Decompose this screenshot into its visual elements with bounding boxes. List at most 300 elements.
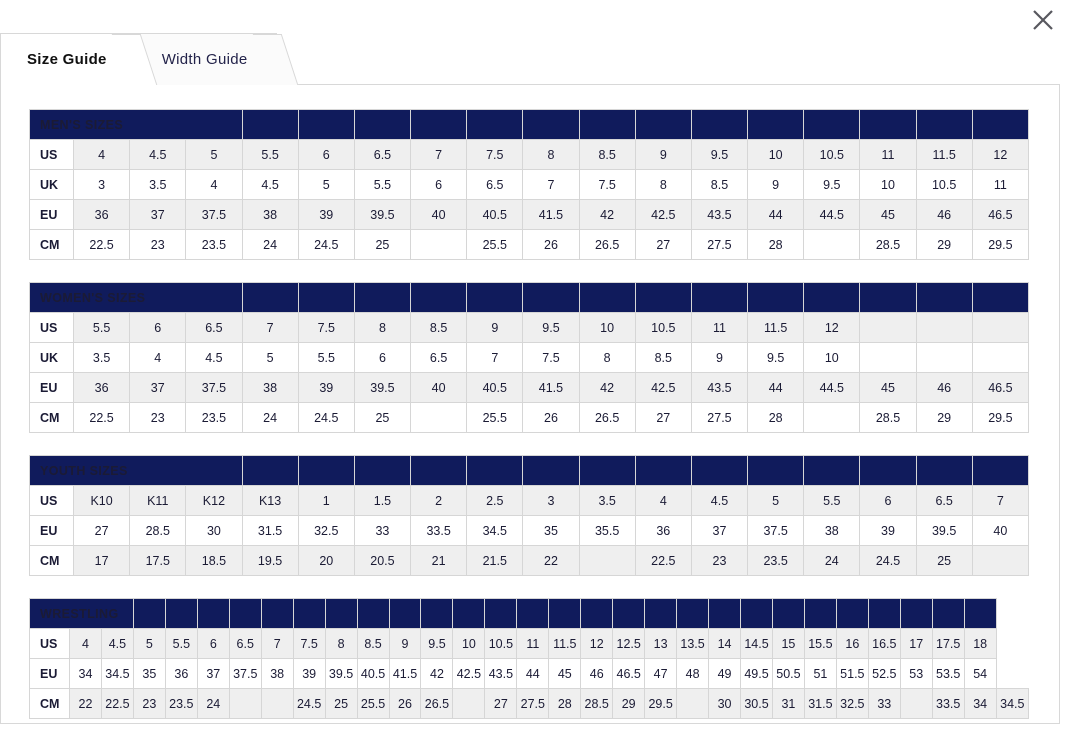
table-cell: 46 <box>916 200 972 230</box>
table-title: MEN'S SIZES <box>30 110 243 140</box>
table-cell: 21 <box>411 546 467 576</box>
table-header-cell <box>860 456 916 486</box>
table-header-cell <box>804 283 860 313</box>
table-row <box>30 403 1029 433</box>
table-cell: 19.5 <box>242 546 298 576</box>
table-header-cell <box>411 456 467 486</box>
table-header-cell <box>645 599 677 629</box>
table-cell: 46.5 <box>972 200 1028 230</box>
row-label: CM <box>30 403 74 433</box>
table-header-cell <box>354 456 410 486</box>
size-table <box>29 598 1029 719</box>
table-cell <box>900 689 932 719</box>
table-cell: 36 <box>635 516 691 546</box>
table-cell: 22 <box>523 546 579 576</box>
table-row <box>30 486 1029 516</box>
table-header-row <box>30 110 1029 140</box>
table-cell: 51.5 <box>836 659 868 689</box>
table-cell: 33.5 <box>932 689 964 719</box>
table-cell: 8 <box>635 170 691 200</box>
table-cell: 34.5 <box>467 516 523 546</box>
table-cell: 29 <box>613 689 645 719</box>
table-cell: 17 <box>74 546 130 576</box>
table-cell: 42.5 <box>453 659 485 689</box>
table-header-cell <box>579 110 635 140</box>
table-header-row <box>30 599 1029 629</box>
table-cell: 11 <box>860 140 916 170</box>
table-header-cell <box>242 283 298 313</box>
table-cell: 8.5 <box>411 313 467 343</box>
table-cell: 18 <box>964 629 996 659</box>
table-cell: 23 <box>130 230 186 260</box>
table-cell: 9.5 <box>748 343 804 373</box>
table-cell: 44 <box>748 200 804 230</box>
table-cell: 9 <box>691 343 747 373</box>
table-header-cell <box>613 599 645 629</box>
table-cell: 11 <box>972 170 1028 200</box>
table-cell: 15 <box>772 629 804 659</box>
table-cell: 8.5 <box>579 140 635 170</box>
table-cell: 53 <box>900 659 932 689</box>
table-header-row <box>30 456 1029 486</box>
table-cell: 37 <box>130 373 186 403</box>
table-cell: 36 <box>165 659 197 689</box>
table-cell: 25 <box>354 230 410 260</box>
table-header-cell <box>411 283 467 313</box>
table-cell: 5.5 <box>804 486 860 516</box>
table-row <box>30 516 1029 546</box>
table-cell: 3 <box>523 486 579 516</box>
table-header-cell <box>298 110 354 140</box>
table-cell: K13 <box>242 486 298 516</box>
table-cell: 2 <box>411 486 467 516</box>
table-cell: 16 <box>836 629 868 659</box>
table-cell: 28 <box>748 403 804 433</box>
table-header-cell <box>748 110 804 140</box>
table-cell: 43.5 <box>485 659 517 689</box>
table-cell: 3.5 <box>579 486 635 516</box>
table-cell: 30 <box>186 516 242 546</box>
table-cell: 5.5 <box>298 343 354 373</box>
table-row <box>30 343 1029 373</box>
table-cell: 49.5 <box>741 659 773 689</box>
table-cell: 45 <box>860 373 916 403</box>
table-cell: 29 <box>916 230 972 260</box>
table-header-cell <box>677 599 709 629</box>
table-cell: 7.5 <box>467 140 523 170</box>
table-header-cell <box>357 599 389 629</box>
table-cell: 34 <box>964 689 996 719</box>
table-cell: 40.5 <box>357 659 389 689</box>
table-cell: 6 <box>130 313 186 343</box>
table-cell: 10 <box>579 313 635 343</box>
table-cell: 5.5 <box>354 170 410 200</box>
table-header-cell <box>467 283 523 313</box>
table-header-cell <box>165 599 197 629</box>
table-cell: 25.5 <box>467 230 523 260</box>
table-header-cell <box>485 599 517 629</box>
table-cell: 6.5 <box>229 629 261 659</box>
table-cell: 46.5 <box>972 373 1028 403</box>
table-cell: 6 <box>197 629 229 659</box>
table-cell: 10.5 <box>635 313 691 343</box>
table-cell: 37.5 <box>229 659 261 689</box>
table-header-cell <box>517 599 549 629</box>
table-cell: 22.5 <box>635 546 691 576</box>
table-cell <box>229 689 261 719</box>
table-cell <box>804 403 860 433</box>
table-cell: 5.5 <box>74 313 130 343</box>
row-label: CM <box>30 230 74 260</box>
table-header-cell <box>836 599 868 629</box>
table-cell: 41.5 <box>389 659 421 689</box>
table-cell: 12 <box>972 140 1028 170</box>
table-header-row <box>30 283 1029 313</box>
table-header-cell <box>242 456 298 486</box>
table-cell: 3.5 <box>74 343 130 373</box>
table-cell: 6 <box>298 140 354 170</box>
table-cell: 39 <box>293 659 325 689</box>
table-cell: 37.5 <box>748 516 804 546</box>
table-cell: 54 <box>964 659 996 689</box>
table-cell: 36 <box>74 200 130 230</box>
table-cell: 1.5 <box>354 486 410 516</box>
table-cell: 11 <box>691 313 747 343</box>
row-label: EU <box>30 373 74 403</box>
table-cell: 13 <box>645 629 677 659</box>
table-cell: 10 <box>860 170 916 200</box>
table-cell: 7 <box>242 313 298 343</box>
table-cell: 37 <box>691 516 747 546</box>
row-label: US <box>30 313 74 343</box>
table-cell: 29.5 <box>972 230 1028 260</box>
table-header-cell <box>411 110 467 140</box>
table-header-cell <box>972 456 1028 486</box>
table-cell: 45 <box>860 200 916 230</box>
table-cell: 17 <box>900 629 932 659</box>
table-header-cell <box>197 599 229 629</box>
table-cell: 28.5 <box>860 230 916 260</box>
table-cell: 29.5 <box>972 403 1028 433</box>
table-cell: 25 <box>325 689 357 719</box>
table-header-cell <box>635 110 691 140</box>
table-cell: 42 <box>579 200 635 230</box>
table-cell: 52.5 <box>868 659 900 689</box>
table-cell: 28 <box>748 230 804 260</box>
table-cell: 9 <box>389 629 421 659</box>
table-cell: 26.5 <box>579 230 635 260</box>
table-header-cell <box>635 283 691 313</box>
table-header-cell <box>467 110 523 140</box>
table-cell: 27 <box>485 689 517 719</box>
table-cell: 10 <box>748 140 804 170</box>
table-cell: 46.5 <box>613 659 645 689</box>
table-cell: 12 <box>804 313 860 343</box>
table-cell <box>860 343 916 373</box>
table-header-cell <box>916 456 972 486</box>
table-cell: 6.5 <box>354 140 410 170</box>
table-cell: 34.5 <box>101 659 133 689</box>
table-cell: 26 <box>523 403 579 433</box>
table-cell: 23 <box>133 689 165 719</box>
table-cell: 12 <box>581 629 613 659</box>
table-cell: 44 <box>748 373 804 403</box>
table-cell: 27.5 <box>517 689 549 719</box>
table-cell <box>579 546 635 576</box>
table-cell: 7.5 <box>298 313 354 343</box>
table-cell: 39 <box>298 200 354 230</box>
table-header-cell <box>868 599 900 629</box>
table-cell: 26 <box>389 689 421 719</box>
table-cell: 23.5 <box>748 546 804 576</box>
table-cell: 48 <box>677 659 709 689</box>
table-cell: 35 <box>133 659 165 689</box>
table-cell: 40 <box>972 516 1028 546</box>
table-cell: 8 <box>523 140 579 170</box>
table-cell: 18.5 <box>186 546 242 576</box>
table-row <box>30 546 1029 576</box>
table-cell: 33 <box>868 689 900 719</box>
table-cell: K12 <box>186 486 242 516</box>
table-row <box>30 170 1029 200</box>
table-cell: 27 <box>635 230 691 260</box>
table-cell <box>453 689 485 719</box>
tab-width-guide[interactable] <box>135 33 277 85</box>
table-cell: 37 <box>130 200 186 230</box>
table-cell: 4.5 <box>242 170 298 200</box>
table-header-cell <box>261 599 293 629</box>
table-cell: 27.5 <box>691 230 747 260</box>
table-cell: 25.5 <box>357 689 389 719</box>
table-cell: 11.5 <box>549 629 581 659</box>
table-cell: 7 <box>411 140 467 170</box>
table-cell: 7.5 <box>579 170 635 200</box>
table-header-cell <box>804 456 860 486</box>
table-cell: 4.5 <box>101 629 133 659</box>
table-cell: K11 <box>130 486 186 516</box>
table-header-cell <box>298 456 354 486</box>
table-header-cell <box>972 283 1028 313</box>
table-cell: 14 <box>709 629 741 659</box>
table-cell: 42 <box>421 659 453 689</box>
table-cell: 39.5 <box>325 659 357 689</box>
table-cell: 7.5 <box>523 343 579 373</box>
table-cell: 38 <box>242 373 298 403</box>
table-header-cell <box>772 599 804 629</box>
table-cell: 28.5 <box>130 516 186 546</box>
table-cell: 46 <box>581 659 613 689</box>
table-header-cell <box>229 599 261 629</box>
table-cell <box>804 230 860 260</box>
table-cell: 37.5 <box>186 373 242 403</box>
table-cell: 25.5 <box>467 403 523 433</box>
table-header-cell <box>932 599 964 629</box>
table-cell: 46 <box>916 373 972 403</box>
table-cell: 5 <box>186 140 242 170</box>
table-cell: 40 <box>411 373 467 403</box>
table-cell: 23.5 <box>186 230 242 260</box>
table-header-cell <box>579 456 635 486</box>
table-header-cell <box>453 599 485 629</box>
table-cell: 7 <box>523 170 579 200</box>
row-label: UK <box>30 170 74 200</box>
table-cell <box>261 689 293 719</box>
table-cell: 1 <box>298 486 354 516</box>
table-cell: 22.5 <box>74 403 130 433</box>
table-cell: 8.5 <box>357 629 389 659</box>
table-cell <box>411 230 467 260</box>
table-cell: 4.5 <box>130 140 186 170</box>
table-cell: 23.5 <box>186 403 242 433</box>
table-cell: 5.5 <box>165 629 197 659</box>
table-row <box>30 230 1029 260</box>
table-cell: 15.5 <box>804 629 836 659</box>
table-cell: 6 <box>860 486 916 516</box>
table-cell: 38 <box>804 516 860 546</box>
table-row <box>30 200 1029 230</box>
table-cell: 35.5 <box>579 516 635 546</box>
table-cell: 36 <box>74 373 130 403</box>
table-cell <box>860 313 916 343</box>
table-cell: 24.5 <box>860 546 916 576</box>
tab-width-guide-label: Width Guide <box>161 51 248 68</box>
table-cell: 50.5 <box>772 659 804 689</box>
table-cell: 40.5 <box>467 200 523 230</box>
table-cell: 5 <box>298 170 354 200</box>
table-cell: 30 <box>709 689 741 719</box>
table-cell: 10.5 <box>485 629 517 659</box>
table-cell: 38 <box>242 200 298 230</box>
table-cell: 34.5 <box>996 689 1028 719</box>
table-header-cell <box>581 599 613 629</box>
table-title: WRESTLING <box>30 599 134 629</box>
table-header-cell <box>709 599 741 629</box>
table-cell: 24.5 <box>298 403 354 433</box>
table-cell: 24 <box>804 546 860 576</box>
table-cell: 31.5 <box>804 689 836 719</box>
table-cell: 6 <box>411 170 467 200</box>
table-cell: 11.5 <box>748 313 804 343</box>
table-cell <box>916 343 972 373</box>
table-cell: 9.5 <box>421 629 453 659</box>
table-cell: 17.5 <box>130 546 186 576</box>
table-cell: 8 <box>354 313 410 343</box>
table-cell: 40 <box>411 200 467 230</box>
table-cell: 4.5 <box>186 343 242 373</box>
table-header-cell <box>748 456 804 486</box>
table-header-cell <box>133 599 165 629</box>
size-table <box>29 282 1029 433</box>
table-header-cell <box>523 110 579 140</box>
table-header-cell <box>964 599 996 629</box>
table-cell <box>677 689 709 719</box>
table-cell: 43.5 <box>691 373 747 403</box>
table-cell: 8 <box>579 343 635 373</box>
table-cell <box>972 343 1028 373</box>
table-cell: 25 <box>354 403 410 433</box>
table-cell: 10.5 <box>804 140 860 170</box>
table-cell: 13.5 <box>677 629 709 659</box>
table-cell: 7 <box>972 486 1028 516</box>
tab-size-guide[interactable] <box>0 33 136 85</box>
table-cell: 28.5 <box>581 689 613 719</box>
table-cell: 39 <box>298 373 354 403</box>
close-icon[interactable] <box>1027 4 1061 38</box>
table-header-cell <box>804 599 836 629</box>
table-cell: 9 <box>467 313 523 343</box>
table-cell: 12.5 <box>613 629 645 659</box>
tab-size-guide-label: Size Guide <box>27 51 107 68</box>
table-cell: 42.5 <box>635 200 691 230</box>
table-row <box>30 689 1029 719</box>
table-cell: 22.5 <box>101 689 133 719</box>
table-cell: 29.5 <box>645 689 677 719</box>
table-cell: 5 <box>133 629 165 659</box>
table-cell: K10 <box>74 486 130 516</box>
table-cell: 27 <box>74 516 130 546</box>
table-cell: 30.5 <box>741 689 773 719</box>
table-cell: 4.5 <box>691 486 747 516</box>
row-label: UK <box>30 343 74 373</box>
table-cell: 24.5 <box>298 230 354 260</box>
table-cell: 26.5 <box>579 403 635 433</box>
table-cell: 32.5 <box>298 516 354 546</box>
table-cell: 11.5 <box>916 140 972 170</box>
table-cell <box>972 313 1028 343</box>
table-header-cell <box>916 110 972 140</box>
table-cell: 39.5 <box>916 516 972 546</box>
table-cell: 49 <box>709 659 741 689</box>
table-header-cell <box>635 456 691 486</box>
table-cell: 9.5 <box>804 170 860 200</box>
table-cell: 9.5 <box>523 313 579 343</box>
table-header-cell <box>860 110 916 140</box>
table-cell: 23 <box>130 403 186 433</box>
table-row <box>30 313 1029 343</box>
table-cell: 29 <box>916 403 972 433</box>
table-cell: 4 <box>635 486 691 516</box>
table-cell: 9 <box>748 170 804 200</box>
table-cell: 21.5 <box>467 546 523 576</box>
table-cell: 4 <box>74 140 130 170</box>
table-cell: 24 <box>242 403 298 433</box>
row-label: EU <box>30 659 70 689</box>
table-cell: 37.5 <box>186 200 242 230</box>
table-cell: 33 <box>354 516 410 546</box>
size-table <box>29 455 1029 576</box>
table-header-cell <box>549 599 581 629</box>
table-cell: 20.5 <box>354 546 410 576</box>
table-cell: 23 <box>691 546 747 576</box>
table-cell: 39.5 <box>354 373 410 403</box>
table-cell: 10.5 <box>916 170 972 200</box>
table-cell: 38 <box>261 659 293 689</box>
row-label: EU <box>30 200 74 230</box>
table-cell: 2.5 <box>467 486 523 516</box>
table-cell: 33.5 <box>411 516 467 546</box>
row-label: CM <box>30 546 74 576</box>
table-cell: 8.5 <box>635 343 691 373</box>
table-cell: 6.5 <box>916 486 972 516</box>
size-guide-panel <box>0 84 1060 724</box>
table-header-cell <box>748 283 804 313</box>
table-cell: 4 <box>70 629 102 659</box>
table-cell: 6.5 <box>467 170 523 200</box>
table-cell: 41.5 <box>523 200 579 230</box>
table-cell: 53.5 <box>932 659 964 689</box>
table-header-cell <box>467 456 523 486</box>
table-cell: 31.5 <box>242 516 298 546</box>
